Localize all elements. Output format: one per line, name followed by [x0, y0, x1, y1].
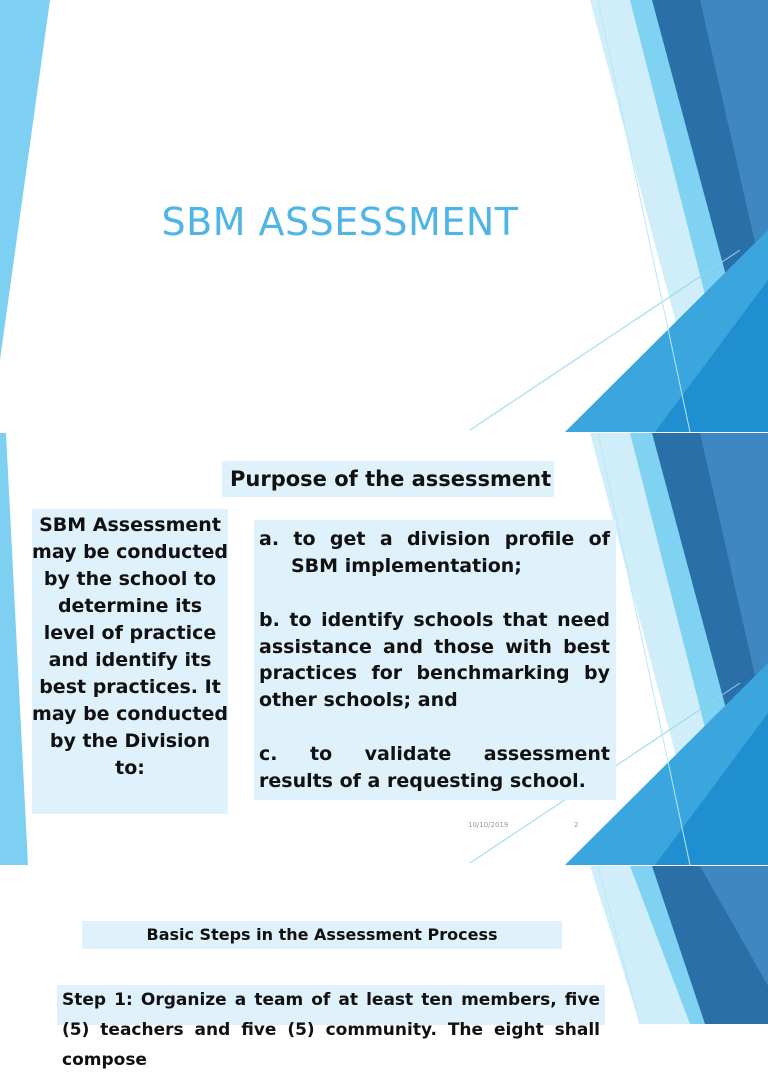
purpose-item-a: a. to get a division profile of SBM implementation;	[259, 528, 610, 577]
footer-page-number: 2	[574, 821, 579, 829]
step-1-text: Step 1: Organize a team of at least ten members, five (5) teachers and five (5) community. The eight shall compose	[57, 985, 605, 1025]
purpose-item-c: c. to validate assessment results of a requesting school.	[259, 743, 610, 792]
footer-date: 10/10/2019	[468, 821, 509, 829]
basic-steps-heading: Basic Steps in the Assessment Process	[82, 921, 562, 949]
sbm-description-box: SBM Assessment may be conducted by the school to determine its level of practice and identify its best practices. It may be conducted by the Division to:	[32, 509, 228, 814]
purpose-item-b: b. to identify schools that need assistance and those with best practices for benchmarking by other schools; and	[259, 609, 610, 711]
slide-title: SBM ASSESSMENT	[161, 200, 519, 244]
purpose-heading: Purpose of the assessment	[222, 461, 554, 497]
purpose-list	[254, 520, 616, 800]
slide-1	[0, 0, 768, 432]
